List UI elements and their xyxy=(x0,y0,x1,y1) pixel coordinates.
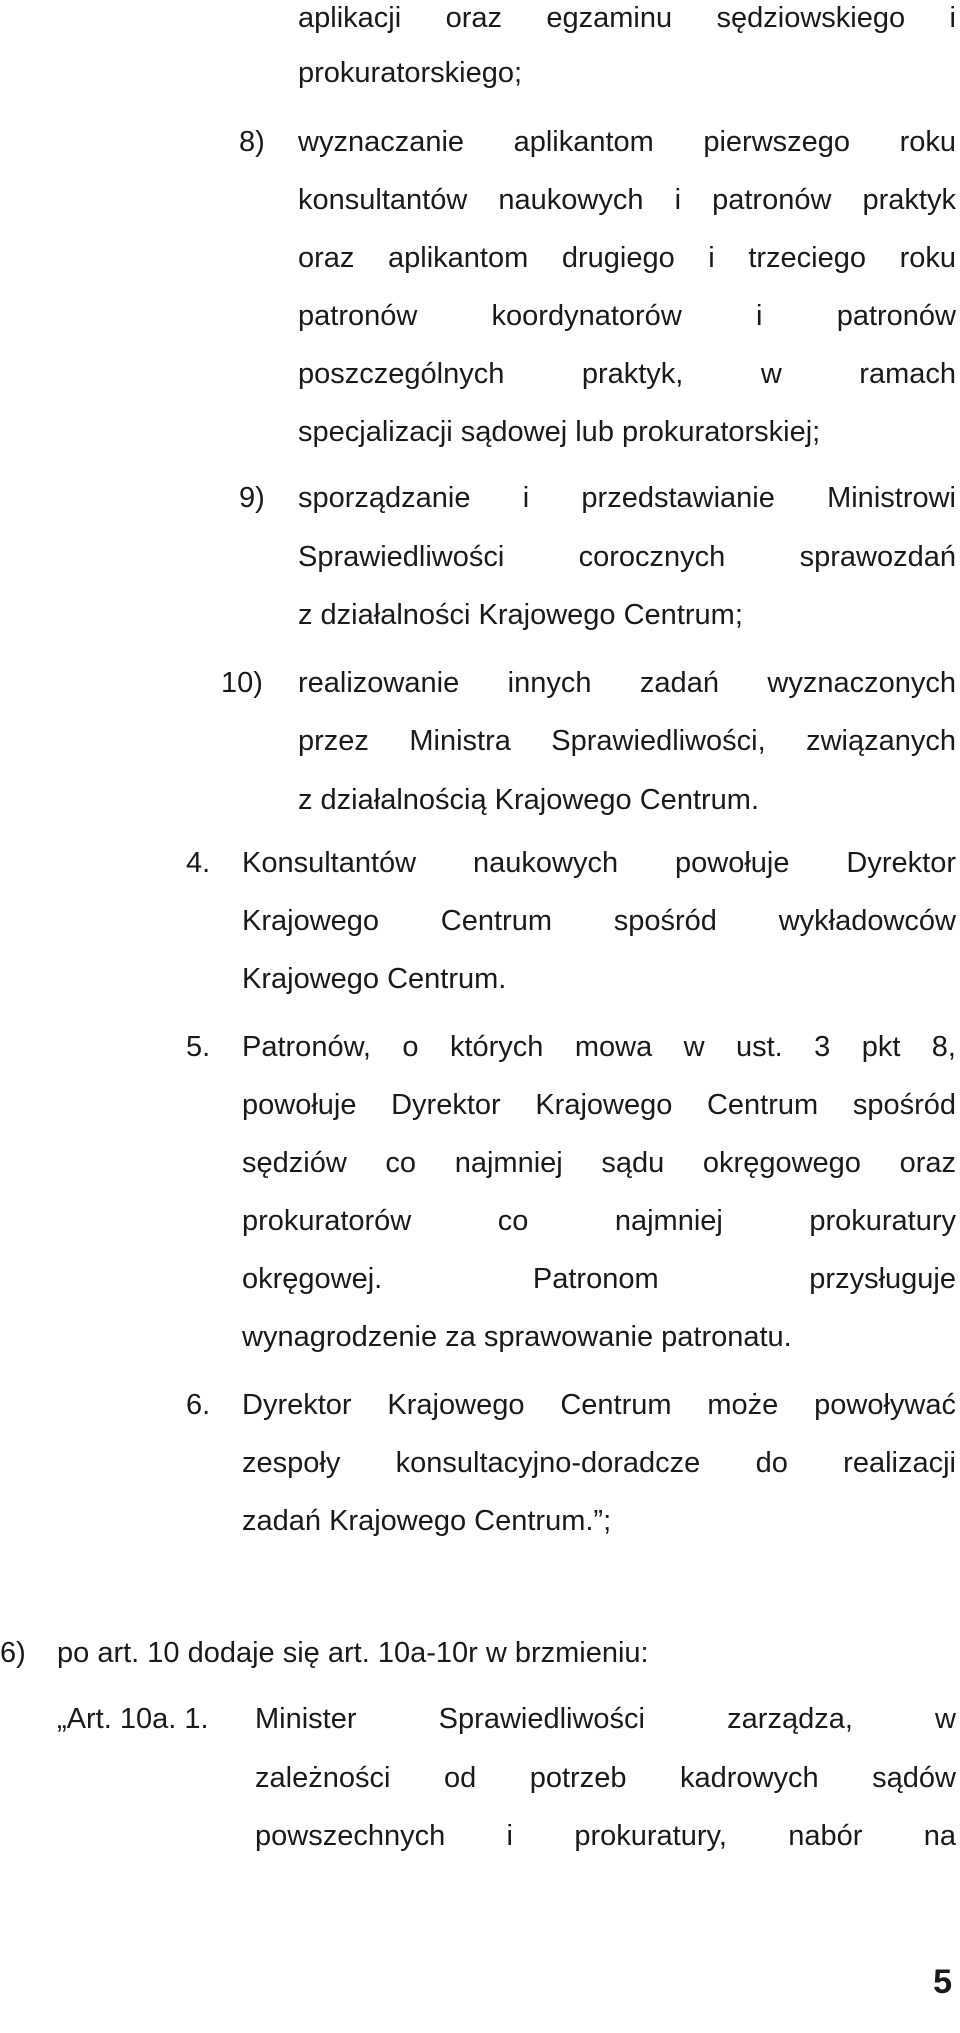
item-10-number: 10) xyxy=(221,667,263,699)
para-5-number: 5. xyxy=(186,1031,211,1063)
item-9-line-2: Sprawiedliwości corocznych sprawozdań xyxy=(298,541,956,573)
para-4-number: 4. xyxy=(186,847,211,879)
item-10-line-3: z działalnością Krajowego Centrum. xyxy=(298,784,759,816)
para-6-line-3: zadań Krajowego Centrum.”; xyxy=(242,1505,612,1537)
para-6-line-1: Dyrektor Krajowego Centrum może powoływać xyxy=(242,1389,956,1421)
para-5-line-5: okręgowej. Patronom przysługuje xyxy=(242,1263,956,1295)
item-9-number: 9) xyxy=(239,482,265,514)
item-8-line-1: wyznaczanie aplikantom pierwszego roku xyxy=(298,126,956,158)
art-10a-line-2: zależności od potrzeb kadrowych sądów xyxy=(255,1762,956,1794)
point-6-text: po art. 10 dodaje się art. 10a-10r w brzmieniu: xyxy=(57,1637,649,1669)
item-8-line-2: konsultantów naukowych i patronów praktyk xyxy=(298,184,956,216)
item-8-line-6: specjalizacji sądowej lub prokuratorskiej; xyxy=(298,416,821,448)
para-6-line-2: zespoły konsultacyjno-doradcze do realizacji xyxy=(242,1447,956,1479)
item-8-line-4: patronów koordynatorów i patronów xyxy=(298,300,956,332)
item-8-number: 8) xyxy=(239,126,265,158)
art-10a-line-3: powszechnych i prokuratury, nabór na xyxy=(255,1820,956,1852)
art-10a-label: „Art. 10a. 1. xyxy=(57,1703,209,1735)
para-5-line-4: prokuratorów co najmniej prokuratury xyxy=(242,1205,956,1237)
point-6-number: 6) xyxy=(0,1637,26,1669)
item-8-line-5: poszczególnych praktyk, w ramach xyxy=(298,358,956,390)
item-7-line-1: aplikacji oraz egzaminu sędziowskiego i xyxy=(298,2,956,34)
para-4-line-2: Krajowego Centrum spośród wykładowców xyxy=(242,905,956,937)
item-9-line-1: sporządzanie i przedstawianie Ministrowi xyxy=(298,482,956,514)
para-5-line-1: Patronów, o których mowa w ust. 3 pkt 8, xyxy=(242,1031,956,1063)
para-6-number: 6. xyxy=(186,1389,211,1421)
para-5-line-2: powołuje Dyrektor Krajowego Centrum spośród xyxy=(242,1089,956,1121)
para-4-line-3: Krajowego Centrum. xyxy=(242,963,507,995)
para-5-line-6: wynagrodzenie za sprawowanie patronatu. xyxy=(242,1321,792,1353)
para-5-line-3: sędziów co najmniej sądu okręgowego oraz xyxy=(242,1147,956,1179)
item-10-line-1: realizowanie innych zadań wyznaczonych xyxy=(298,667,956,699)
page-number: 5 xyxy=(933,1963,952,2001)
item-10-line-2: przez Ministra Sprawiedliwości, związanych xyxy=(298,725,956,757)
art-10a-line-1: Minister Sprawiedliwości zarządza, w xyxy=(255,1703,956,1735)
item-9-line-3: z działalności Krajowego Centrum; xyxy=(298,599,743,631)
item-7-line-2: prokuratorskiego; xyxy=(298,57,523,89)
para-4-line-1: Konsultantów naukowych powołuje Dyrektor xyxy=(242,847,956,879)
item-8-line-3: oraz aplikantom drugiego i trzeciego roku xyxy=(298,242,956,274)
